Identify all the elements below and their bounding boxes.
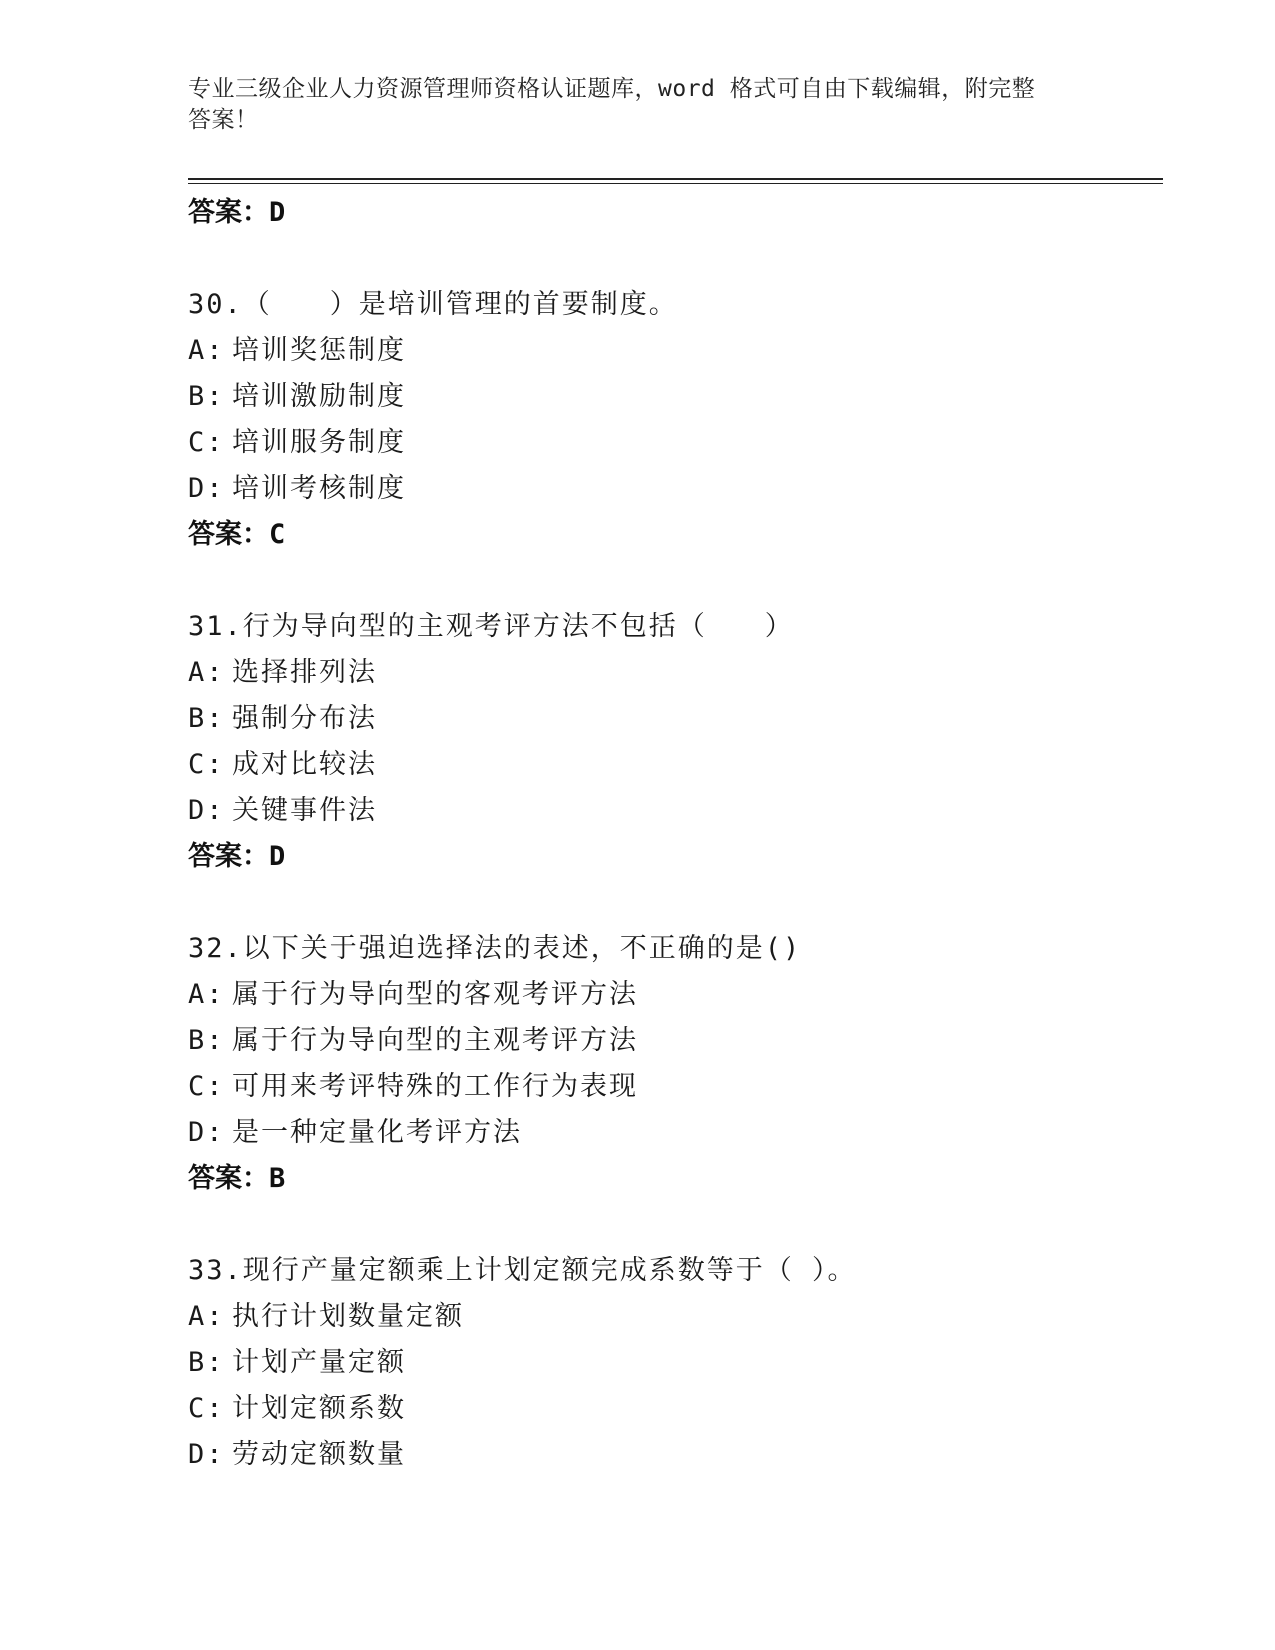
option-letter: C: — [188, 427, 225, 458]
answer-option — [188, 972, 1163, 1018]
option-letter: D: — [188, 795, 225, 826]
option-letter: A: — [188, 1301, 225, 1332]
option-letter: A: — [188, 657, 225, 688]
answer-option — [188, 788, 1163, 834]
question-stem: 30.（ ）是培训管理的首要制度。 — [188, 289, 678, 320]
option-text: 可用来考评特殊的工作行为表现 — [232, 1071, 638, 1102]
answer-option — [188, 1064, 1163, 1110]
question-spacer — [188, 880, 1163, 926]
question-spacer — [188, 558, 1163, 604]
answer-option — [188, 696, 1163, 742]
option-letter: B: — [188, 1347, 225, 1378]
option-text: 强制分布法 — [232, 703, 377, 734]
header-note-line2: 答案！ — [188, 107, 259, 133]
answer-option — [188, 1432, 1163, 1478]
option-text: 培训服务制度 — [232, 427, 406, 458]
answer-option — [188, 466, 1163, 512]
option-letter: B: — [188, 703, 225, 734]
answer-option — [188, 1110, 1163, 1156]
answer-option — [188, 374, 1163, 420]
option-text: 培训激励制度 — [232, 381, 406, 412]
answer-option — [188, 1018, 1163, 1064]
header-note-line1: 专业三级企业人力资源管理师资格认证题库，word 格式可自由下载编辑，附完整 — [188, 76, 1036, 102]
answer-line: 答案：D — [188, 197, 286, 228]
option-letter: C: — [188, 1393, 225, 1424]
option-text: 计划定额系数 — [232, 1393, 406, 1424]
answer-option — [188, 1386, 1163, 1432]
answer-line: 答案：C — [188, 519, 286, 550]
option-letter: D: — [188, 1439, 225, 1470]
option-text: 选择排列法 — [232, 657, 377, 688]
option-letter: B: — [188, 1025, 225, 1056]
question-block — [188, 604, 1163, 880]
question-stem: 32.以下关于强迫选择法的表述，不正确的是() — [188, 933, 802, 964]
option-letter: D: — [188, 1117, 225, 1148]
header-divider — [188, 178, 1163, 184]
option-text: 关键事件法 — [232, 795, 377, 826]
option-text: 属于行为导向型的主观考评方法 — [232, 1025, 638, 1056]
question-spacer — [188, 1202, 1163, 1248]
question-block — [188, 1248, 1163, 1478]
option-text: 劳动定额数量 — [232, 1439, 406, 1470]
answer-option — [188, 1340, 1163, 1386]
option-letter: D: — [188, 473, 225, 504]
answer-option — [188, 420, 1163, 466]
answer-option — [188, 650, 1163, 696]
option-text: 是一种定量化考评方法 — [232, 1117, 522, 1148]
answer-line: 答案：B — [188, 1163, 286, 1194]
answer-line: 答案：D — [188, 841, 286, 872]
option-letter: C: — [188, 749, 225, 780]
option-text: 属于行为导向型的客观考评方法 — [232, 979, 638, 1010]
question-stem: 31.行为导向型的主观考评方法不包括（ ） — [188, 611, 794, 642]
answer-option — [188, 328, 1163, 374]
option-letter: B: — [188, 381, 225, 412]
answer-option — [188, 1294, 1163, 1340]
option-letter: A: — [188, 335, 225, 366]
option-text: 成对比较法 — [232, 749, 377, 780]
question-stem: 33.现行产量定额乘上计划定额完成系数等于（ ）。 — [188, 1255, 857, 1286]
question-spacer — [188, 236, 1163, 282]
header-note — [188, 74, 1088, 136]
option-letter: A: — [188, 979, 225, 1010]
option-letter: C: — [188, 1071, 225, 1102]
option-text: 计划产量定额 — [232, 1347, 406, 1378]
option-text: 培训考核制度 — [232, 473, 406, 504]
question-list — [188, 190, 1163, 1478]
question-block — [188, 926, 1163, 1202]
question-block — [188, 282, 1163, 558]
option-text: 培训奖惩制度 — [232, 335, 406, 366]
option-text: 执行计划数量定额 — [232, 1301, 464, 1332]
answer-option — [188, 742, 1163, 788]
